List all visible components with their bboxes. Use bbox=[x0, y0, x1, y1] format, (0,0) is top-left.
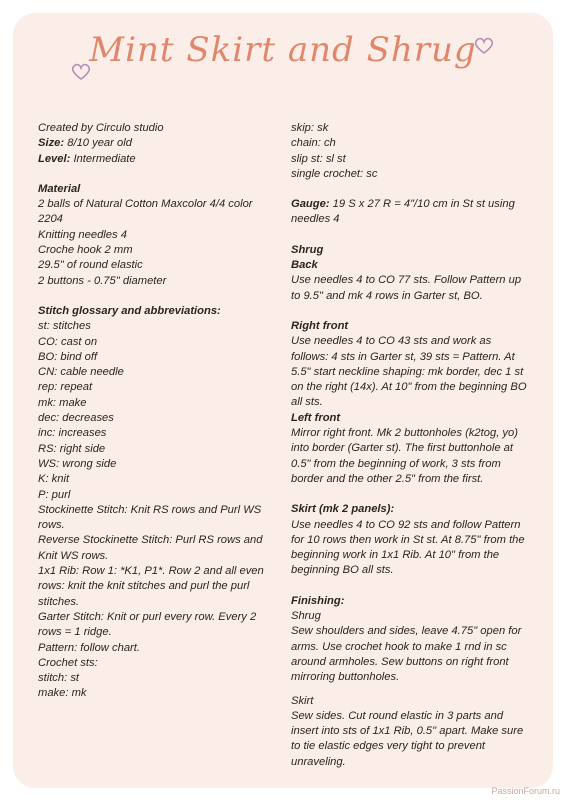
shrug-heading: Shrug bbox=[291, 243, 324, 256]
finishing-skirt-heading: Skirt bbox=[291, 694, 314, 707]
glossary-item: Crochet sts: bbox=[38, 656, 98, 669]
crochet-item: chain: ch bbox=[291, 137, 336, 150]
level-line: Level: Intermediate bbox=[38, 152, 136, 165]
right-front-text: Use needles 4 to CO 43 sts and work as follows: 4 sts in Garter st, 39 sts = Pattern. At 5.5" start neckline shaping: mk border, dec 1 st on the right (14x). At 10" from the beginning BO all sts. bbox=[291, 335, 527, 409]
finishing-shrug-text: Sew shoulders and sides, leave 4.75" open for arms. Use crochet hook to make 1 rnd in sc around armholes. Sew buttons on right front mirroring buttonholes. bbox=[291, 625, 522, 684]
crochet-item: slip st: sl st bbox=[291, 152, 346, 165]
material-item: Croche hook 2 mm bbox=[38, 244, 133, 257]
credit: Created by Circulo studio bbox=[38, 122, 164, 134]
glossary-item: Garter Stitch: Knit or purl every row. Every 2 rows = 1 ridge. bbox=[38, 610, 257, 639]
glossary-item: 1x1 Rib: Row 1: *K1, P1*. Row 2 and all even rows: knit the knit stitches and purl the purl stitches. bbox=[38, 565, 264, 608]
size-line: Size: 8/10 year old bbox=[38, 137, 132, 150]
right-column bbox=[291, 121, 531, 770]
crochet-item: single crochet: sc bbox=[291, 167, 378, 180]
glossary-heading: Stitch glossary and abbreviations: bbox=[38, 304, 221, 317]
material-item: 2 buttons - 0.75" diameter bbox=[38, 274, 167, 287]
back-text: Use needles 4 to CO 77 sts. Follow Pattern up to 9.5" and mk 4 rows in Garter st, BO. bbox=[291, 274, 522, 302]
glossary-item: CN: cable needle bbox=[38, 366, 124, 379]
glossary-item: stitch: st bbox=[38, 672, 80, 685]
left-column bbox=[38, 121, 270, 702]
glossary-item: Pattern: follow chart. bbox=[38, 641, 140, 654]
back-heading: Back bbox=[291, 259, 318, 272]
page-title: Mint Skirt and Shrug bbox=[89, 30, 477, 70]
finishing-heading: Finishing: bbox=[291, 594, 345, 607]
material-item: 29.5" of round elastic bbox=[38, 259, 143, 272]
skirt-text: Use needles 4 to CO 92 sts and follow Pattern for 10 rows then work in St st. At 8.75" from the beginning work in 1x1 Rib. At 10" from the beginning BO all sts. bbox=[291, 518, 525, 577]
glossary-item: dec: decreases bbox=[38, 412, 114, 425]
glossary-item: Stockinette Stitch: Knit RS rows and Purl WS rows. bbox=[38, 503, 262, 532]
left-front-text: Mirror right front. Mk 2 buttonholes (k2tog, yo) into border (Garter st). The first buttonhole at 0.5" from the beginning of work, 3 sts from border and the other 2.5" from the first. bbox=[291, 427, 518, 485]
gauge-line: Gauge: 19 S x 27 R = 4"/10 cm in St st using needles 4 bbox=[291, 198, 515, 226]
crochet-item: skip: sk bbox=[291, 122, 329, 134]
glossary-item: K: knit bbox=[38, 473, 70, 486]
finishing-skirt-text: Sew sides. Cut round elastic in 3 parts and insert into sts of 1x1 Rib, 0.5" apart. Make sure to tie elastic edges very tight to prevent unraveling. bbox=[291, 709, 524, 768]
glossary-item: P: purl bbox=[38, 488, 71, 501]
glossary-item: make: mk bbox=[38, 687, 87, 700]
glossary-item: st: stitches bbox=[38, 320, 91, 333]
material-heading: Material bbox=[38, 182, 81, 195]
glossary-item: RS: right side bbox=[38, 442, 106, 455]
material-item: Knitting needles 4 bbox=[38, 228, 127, 241]
glossary-item: BO: bind off bbox=[38, 350, 98, 363]
glossary-item: Reverse Stockinette Stitch: Purl RS rows and Knit WS rows. bbox=[38, 534, 263, 562]
glossary-item: inc: increases bbox=[38, 427, 107, 440]
glossary-item: mk: make bbox=[38, 396, 87, 409]
watermark: PassionForum.ru bbox=[491, 786, 560, 796]
finishing-shrug-heading: Shrug bbox=[291, 610, 321, 623]
left-front-heading: Left front bbox=[291, 411, 341, 424]
glossary-item: CO: cast on bbox=[38, 335, 98, 348]
glossary-item: rep: repeat bbox=[38, 381, 93, 394]
material-item: 2 balls of Natural Cotton Maxcolor 4/4 color 2204 bbox=[38, 198, 253, 226]
right-front-heading: Right front bbox=[291, 319, 349, 332]
skirt-heading: Skirt (mk 2 panels): bbox=[291, 503, 395, 516]
glossary-item: WS: wrong side bbox=[38, 457, 117, 470]
